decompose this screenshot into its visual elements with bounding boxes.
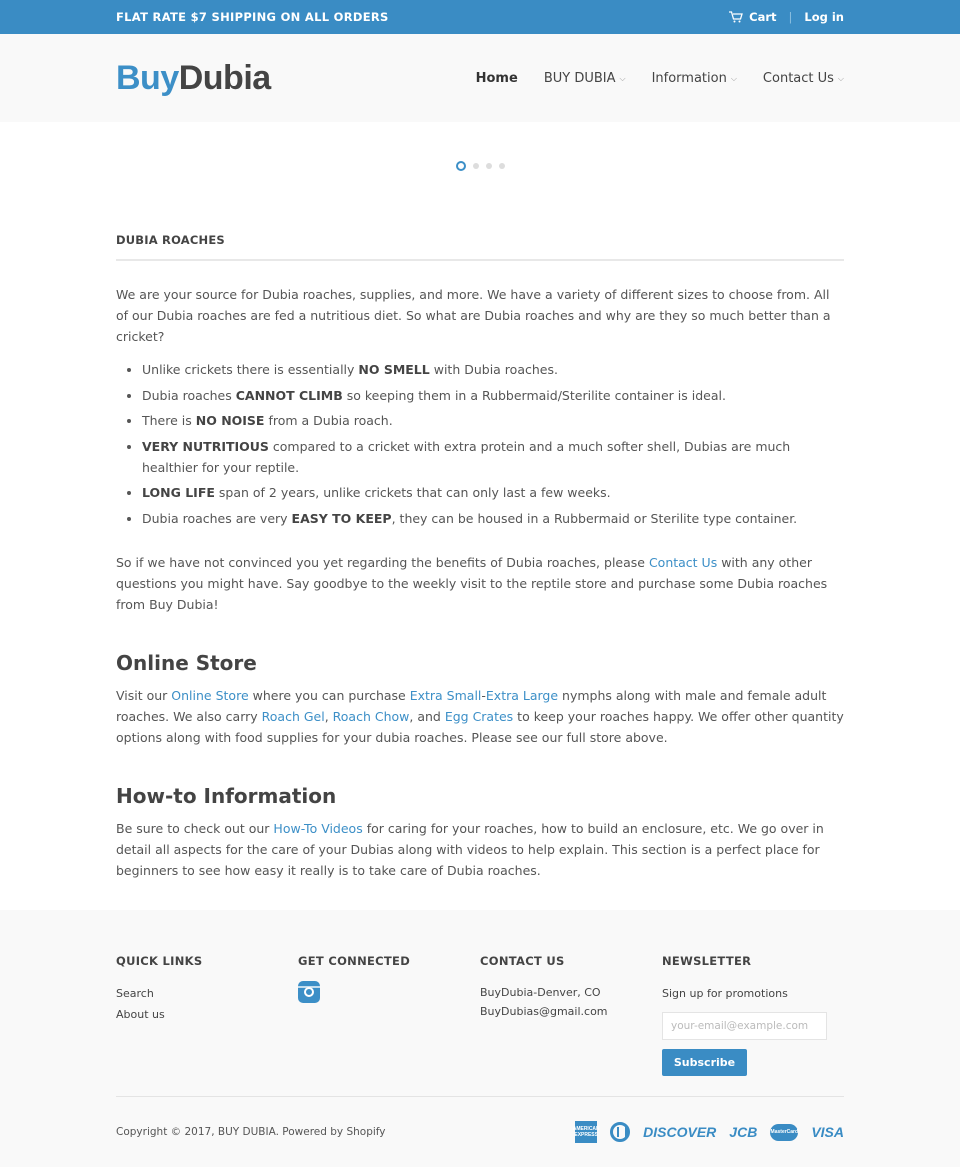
howto-paragraph: Be sure to check out our How-To Videos for caring for your roaches, how to build an enclosure, etc. We go over in detail all aspects for the care of your Dubias along with videos to help explain. This section is a perfect place for beginners to see how easy it really is to take care of Dubia roaches. xyxy=(116,820,824,878)
contact-column xyxy=(480,954,662,1076)
slide-dot-2[interactable] xyxy=(473,163,479,169)
site-footer xyxy=(0,910,960,1167)
discover-icon: DISCOVER xyxy=(643,1124,717,1140)
slide-dot-4[interactable] xyxy=(499,163,505,169)
logo-text-buy: Buy xyxy=(116,58,179,97)
nav-label: Contact Us xyxy=(762,70,834,86)
list-item: • Unlike crickets there is essentially NO SMELL with Dubia roaches. xyxy=(142,359,844,380)
nav-item-contact-us[interactable] xyxy=(763,71,844,86)
newsletter-heading: NEWSLETTER xyxy=(662,954,752,968)
section-title: DUBIA ROACHES xyxy=(116,210,844,261)
nav-label: Home xyxy=(475,70,518,86)
footer-bottom xyxy=(116,1096,844,1143)
nav-item-home[interactable] xyxy=(476,71,518,86)
login-link[interactable]: Log in xyxy=(804,10,844,24)
quick-links-heading: QUICK LINKS xyxy=(116,954,203,968)
shipping-promo: FLAT RATE $7 SHIPPING ON ALL ORDERS xyxy=(116,10,389,24)
online-store-paragraph: Visit our Online Store where you can purchase Extra Small-Extra Large nymphs along with male and female adult roaches. We also carry Roach Gel, Roach Chow, and Egg Crates to keep your roaches happy. We offer other quantity options along with food supplies for your dubia roaches. Please see our full store above. xyxy=(116,687,844,745)
mastercard-icon: MasterCard xyxy=(770,1124,798,1141)
howto-videos-link[interactable]: How-To Videos xyxy=(273,820,363,836)
announcement-bar xyxy=(0,0,960,34)
chevron-down-icon: ⌵ xyxy=(730,74,737,83)
newsletter-email-input[interactable] xyxy=(662,1012,827,1040)
list-item: • VERY NUTRITIOUS compared to a cricket with extra protein and a much softer shell, Dubias are much healthier for your reptile. xyxy=(142,436,844,478)
contact-us-link[interactable]: Contact Us xyxy=(648,554,718,570)
cart-icon xyxy=(729,11,743,23)
roach-chow-link[interactable]: Roach Chow xyxy=(332,708,410,724)
nav-label: Information xyxy=(651,70,727,86)
nav-item-information[interactable] xyxy=(652,71,737,86)
intro-paragraph: We are your source for Dubia roaches, supplies, and more. We have a variety of different sizes to choose from. All of our Dubia roaches are fed a nutritious diet. So what are Dubia roaches and why are they so much better than a cricket? xyxy=(116,287,831,344)
footer-link-search[interactable]: Search xyxy=(116,987,154,1000)
payment-icons xyxy=(572,1121,844,1143)
newsletter-column xyxy=(662,954,844,1076)
slide-dot-1[interactable] xyxy=(456,161,466,171)
chevron-down-icon: ⌵ xyxy=(837,74,844,83)
logo-text-dubia: Dubia xyxy=(178,58,271,97)
extra-small-link[interactable]: Extra Small xyxy=(409,687,482,703)
diners-club-icon xyxy=(610,1122,630,1142)
list-item: • Dubia roaches are very EASY TO KEEP, they can be housed in a Rubbermaid or Sterilite type container. xyxy=(142,508,844,529)
divider: | xyxy=(788,10,793,24)
chevron-down-icon: ⌵ xyxy=(619,74,626,83)
subscribe-button[interactable]: Subscribe xyxy=(662,1049,747,1076)
get-connected-column xyxy=(298,954,480,1076)
footer-link-about[interactable]: About us xyxy=(116,1008,165,1021)
account-links xyxy=(729,10,844,24)
roach-gel-link[interactable]: Roach Gel xyxy=(261,708,325,724)
extra-large-link[interactable]: Extra Large xyxy=(485,687,559,703)
quick-links-column xyxy=(116,954,298,1076)
main-nav xyxy=(476,71,844,86)
list-item: • There is NO NOISE from a Dubia roach. xyxy=(142,410,844,431)
site-logo[interactable] xyxy=(116,59,271,98)
nav-item-buy-dubia[interactable] xyxy=(544,71,626,86)
copyright-text: Copyright © 2017, BUY DUBIA. Powered by Shopify xyxy=(116,1126,386,1138)
cart-label: Cart xyxy=(749,10,777,24)
online-store-link[interactable]: Online Store xyxy=(171,687,249,703)
jcb-icon: JCB xyxy=(729,1124,758,1140)
newsletter-text: Sign up for promotions xyxy=(662,987,788,1000)
online-store-heading: Online Store xyxy=(116,650,257,675)
visa-icon: VISA xyxy=(811,1124,844,1140)
nav-label: BUY DUBIA xyxy=(543,70,616,86)
egg-crates-link[interactable]: Egg Crates xyxy=(444,708,514,724)
feature-list xyxy=(116,359,844,529)
amex-icon: AMERICAN EXPRESS xyxy=(575,1121,597,1143)
slide-dot-3[interactable] xyxy=(486,163,492,169)
contact-heading: CONTACT US xyxy=(480,954,565,968)
get-connected-heading: GET CONNECTED xyxy=(298,954,411,968)
main-content xyxy=(0,210,960,881)
list-item: • LONG LIFE span of 2 years, unlike crickets that can only last a few weeks. xyxy=(142,482,844,503)
contact-location: BuyDubia-Denver, CO xyxy=(480,986,601,999)
slideshow-pagination xyxy=(0,122,960,210)
contact-email: BuyDubias@gmail.com xyxy=(480,1005,608,1018)
instagram-icon[interactable] xyxy=(298,981,320,1003)
list-item: • Dubia roaches CANNOT CLIMB so keeping them in a Rubbermaid/Sterilite container is ideal. xyxy=(142,385,844,406)
site-header xyxy=(0,34,960,122)
closing-paragraph: So if we have not convinced you yet regarding the benefits of Dubia roaches, please Contact Us with any other questions you might have. Say goodbye to the weekly visit to the reptile store and purchase some Dubia roaches from Buy Dubia! xyxy=(116,554,828,612)
cart-link[interactable] xyxy=(729,10,776,24)
howto-heading: How-to Information xyxy=(116,783,337,808)
